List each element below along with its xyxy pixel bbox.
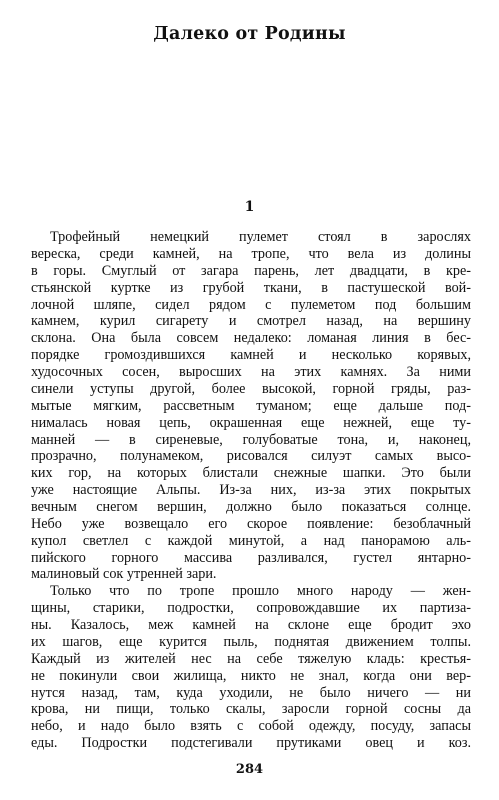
text-line: порядке громоздившихся камней и несколько корявых, (31, 347, 471, 364)
text-line: худосочных сосен, выросших на этих камнях. За ними (31, 364, 471, 380)
text-line: прозрачно, полунамеком, рисовался силуэт самых высо- (31, 448, 471, 465)
text-line: синели уступы другой, более высокой, горной гряды, раз- (31, 380, 471, 397)
text-line: нималась новая цепь, окрашенная еще нежней, еще ту- (31, 414, 471, 431)
text-line: ких гор, на которых блистали снежные шапки. Это были (31, 465, 471, 482)
text-line: ны. Казалось, меж камней на склоне еще бродит эхо (31, 617, 471, 633)
chapter-number: 1 (244, 199, 255, 215)
text-line: Только что по тропе прошло много народу — жен- (50, 583, 471, 600)
text-line: их шагов, еще курится пыль, поднятая движением толпы. (31, 633, 471, 650)
text-line: в горы. Смуглый от загара парень, лет двадцати, в кре- (31, 262, 471, 279)
page-title: Далеко от Родины (153, 24, 346, 44)
text-line: лочной шляпе, сидел рядом с пулеметом под большим (31, 296, 471, 313)
text-line: Каждый из жителей нес на себе тяжелую кладь: крестья- (31, 650, 471, 667)
page-number: 284 (235, 762, 264, 777)
text-line: Трофейный немецкий пулемет стоял в зарослях (50, 229, 471, 245)
text-line: уже настоящие Альпы. Из-за них, из-за этих покрытых (31, 482, 471, 499)
text-line: вечным снегом вершин, должно было показаться солнце. (31, 498, 471, 515)
text-line: пийского горного массива разливался, густел янтарно- (31, 549, 471, 566)
text-line: небо, и надо было взять с собой одежду, посуду, запасы (31, 718, 471, 735)
text-line: склона. Она была совсем недалеко: ломаная линия в бес- (31, 330, 471, 347)
text-line: манней — в сиреневые, голубоватые тона, и, наконец, (31, 431, 471, 448)
text-line: еды. Подростки подстегивали прутиками овец и коз. (31, 735, 471, 752)
text-line: купол светлел с каждой минутой, а над панорамою аль- (31, 532, 471, 549)
text-line: не покинули свои жилища, никто не знал, когда они вер- (31, 667, 471, 684)
text-line: вереска, среди камней, на тропе, что вела из долины (31, 245, 471, 262)
text-line: малиновый сок утренней зари. (31, 566, 217, 583)
text-line: нутся назад, там, куда уходили, не было ничего — ни (31, 684, 471, 701)
text-line: щины, старики, подростки, сопровождавшие их партиза- (31, 600, 471, 617)
text-line: камнем, курил сигарету и смотрел назад, на вершину (31, 313, 471, 330)
text-line: Небо уже возвещало его скорое появление: безоблачный (31, 515, 471, 532)
text-line: крова, ни пищи, только скалы, заросли горной сосны да (31, 701, 471, 718)
text-line: стьянской куртке из грубой ткани, в пастушеской вой- (31, 279, 471, 296)
text-line: мытые мягким, рассветным туманом; еще дальше под- (31, 397, 471, 414)
